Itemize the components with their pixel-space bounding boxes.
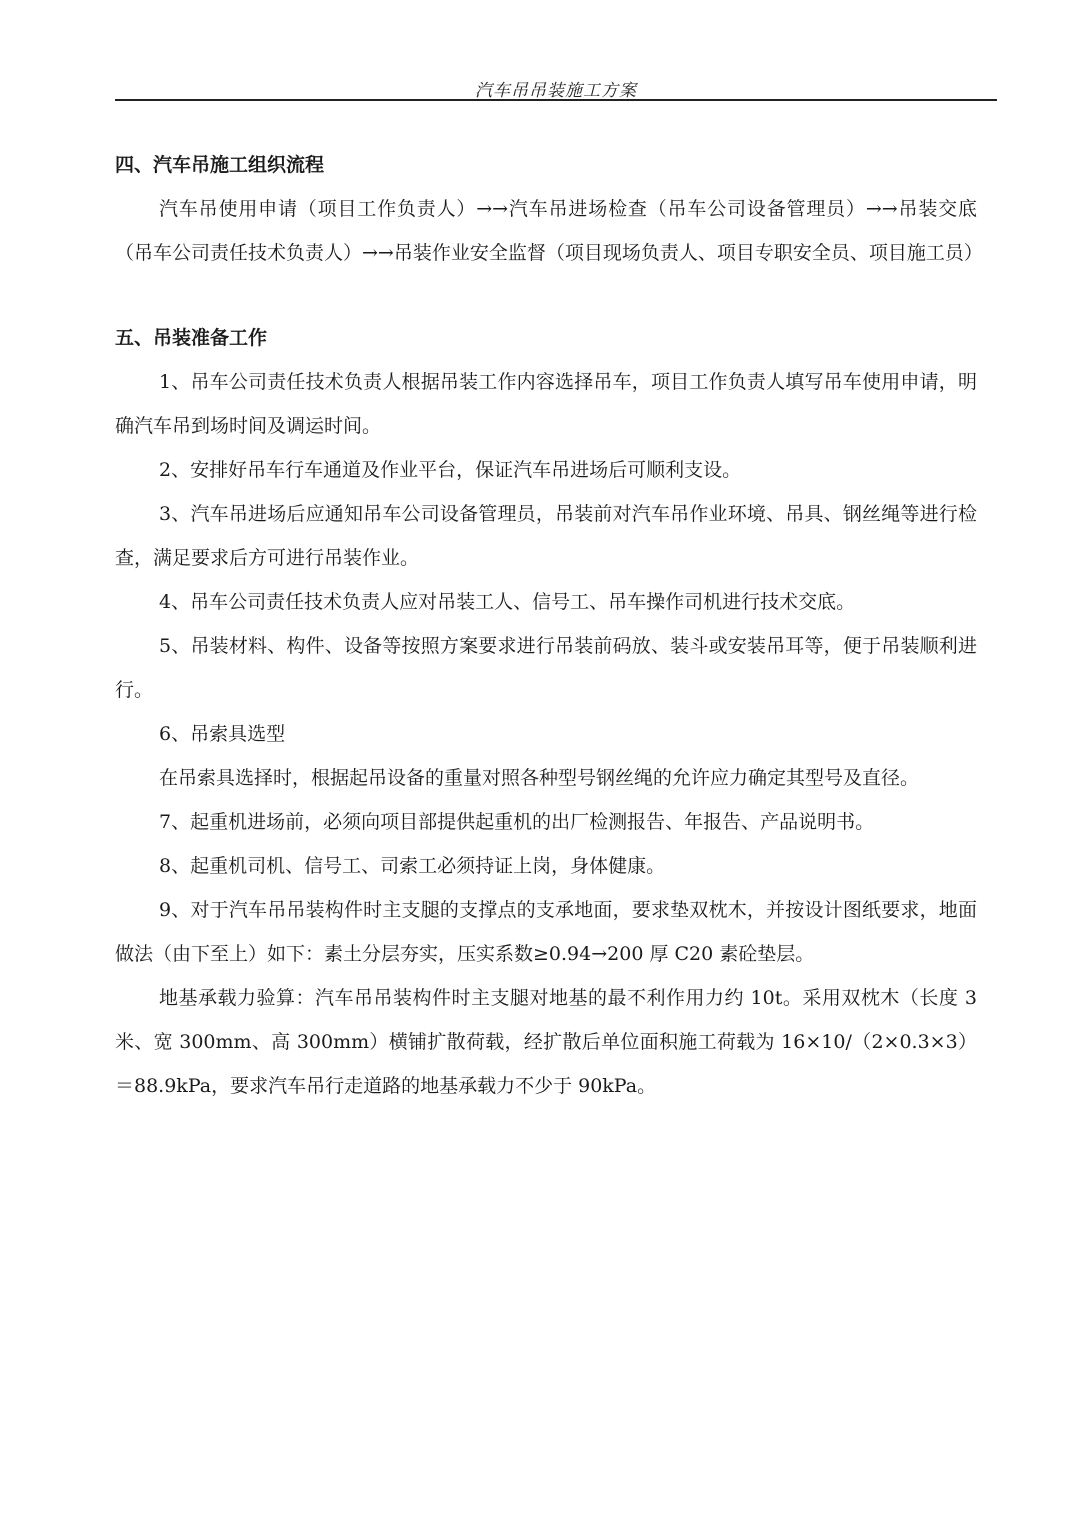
section-5-heading: 五、吊装准备工作 xyxy=(115,327,268,349)
prep-item-6: 6、吊索具选型 xyxy=(159,723,286,745)
section-4-heading: 四、汽车吊施工组织流程 xyxy=(115,154,325,176)
prep-item-1: 1、吊车公司责任技术负责人根据吊装工作内容选择吊车，项目工作负责人填写吊车使用申请，明确汽车吊到场时间及调运时间。 xyxy=(115,371,977,437)
prep-item-3: 3、汽车吊进场后应通知吊车公司设备管理员，吊装前对汽车吊作业环境、吊具、钢丝绳等进行检查，满足要求后方可进行吊装作业。 xyxy=(115,503,977,569)
prep-item-9: 9、对于汽车吊吊装构件时主支腿的支撑点的支承地面，要求垫双枕木，并按设计图纸要求，地面做法（由下至上）如下：素土分层夯实，压实系数≥0.94→200 厚 C20 素砼垫层。 xyxy=(115,899,977,965)
bearing-capacity-calculation: 地基承载力验算：汽车吊吊装构件时主支腿对地基的最不利作用力约 10t。采用双枕木（长度 3 米、宽 300mm、高 300mm）横铺扩散荷载，经扩散后单位面积施工荷载为 16×10/（2×0.3×3）＝88.9kPa，要求汽车吊行走道路的地基承载力不少于 90kPa。 xyxy=(115,987,977,1097)
prep-item-8: 8、起重机司机、信号工、司索工必须持证上岗，身体健康。 xyxy=(159,855,666,877)
document-body xyxy=(115,143,983,1108)
prep-item-6-detail: 在吊索具选择时，根据起吊设备的重量对照各种型号钢丝绳的允许应力确定其型号及直径。 xyxy=(159,767,920,789)
prep-item-5: 5、吊装材料、构件、设备等按照方案要求进行吊装前码放、装斗或安装吊耳等，便于吊装顺利进行。 xyxy=(115,635,977,701)
prep-item-4: 4、吊车公司责任技术负责人应对吊装工人、信号工、吊车操作司机进行技术交底。 xyxy=(159,591,856,613)
page-header-title: 汽车吊吊装施工方案 xyxy=(475,81,637,101)
header-divider xyxy=(115,99,997,101)
section-4-flow-paragraph: 汽车吊使用申请（项目工作负责人）→→汽车吊进场检查（吊车公司设备管理员）→→吊装交底（吊车公司责任技术负责人）→→吊装作业安全监督（项目现场负责人、项目专职安全员、项目施工员） xyxy=(115,198,983,264)
prep-item-7: 7、起重机进场前，必须向项目部提供起重机的出厂检测报告、年报告、产品说明书。 xyxy=(159,811,875,833)
prep-item-2: 2、安排好吊车行车通道及作业平台，保证汽车吊进场后可顺利支设。 xyxy=(159,459,742,481)
